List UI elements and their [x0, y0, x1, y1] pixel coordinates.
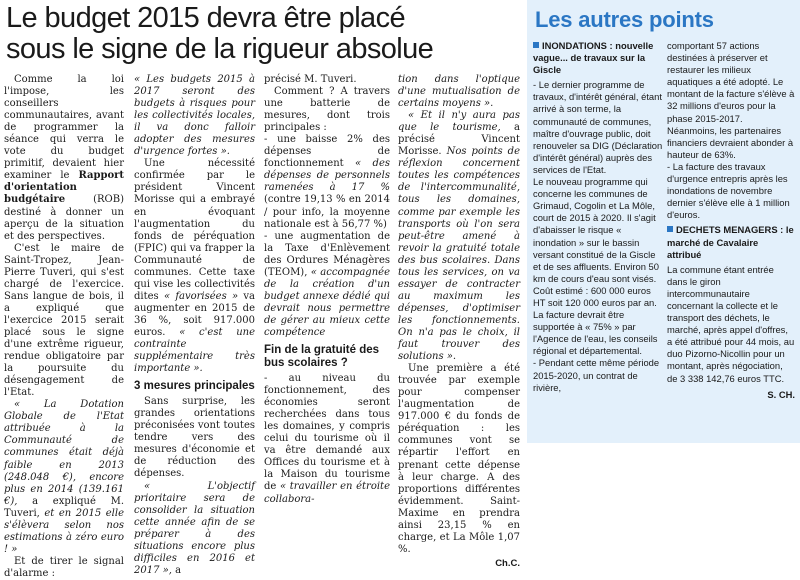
text: (ROB) destiné à donner un aperçu de la situation et des perspectives. [4, 194, 124, 242]
sidebar-other-points [527, 0, 800, 443]
paragraph: Sans surprise, les grandes orientations préconisées vont toutes tendre vers des mesures d'économie et de réduction des dépenses. [134, 396, 255, 480]
paragraph: - Le dernier programme de travaux, d'intérêt général, étant arrivé à son terme, la communauté de communes, maître d'ouvrage public, doit renouveler sa DIG (Déclaration d'intérêt général) auprès des services de l'Etat. [533, 79, 663, 175]
paragraph [4, 399, 124, 556]
sidebar-title: Les autres points [535, 7, 714, 32]
paragraph: La commune étant entrée dans le giron intercommunautaire concernant la collecte et le transport des déchets, le marché, après appel d'offres, a été attribué pour 44 mois, au duo Pizorno-Nicollin pour un montant, après négociation, de 3 338 142,76 euros TTC. [667, 263, 795, 384]
section-tag [533, 40, 663, 76]
article-signature: Ch.C. [495, 557, 520, 569]
text: Comme la loi l'impose, les conseillers communautaires, avant de programmer la séance qui verra le vote du budget primitif, devaient hier examiner le [4, 74, 124, 182]
article-column-4 [398, 74, 520, 569]
paragraph [4, 74, 124, 243]
text: Une nécessité confirmée par le président Vincent Morisse qui a embrayé en évoquant l'augmentation du fonds de péréquation (FPIC) qui va frapper la Communauté de communes. Cette taxe qui vise les collectivités dites [134, 158, 255, 302]
headline-line-1: Le budget 2015 devra être placé [6, 2, 405, 34]
sidebar-signature: S. CH. [767, 388, 795, 400]
text: - une baisse 2% des dépenses de fonctionnement [264, 134, 390, 170]
text: va augmenter en 2015 de 36 %, soit 917.000 euros. [134, 290, 255, 338]
quote: « Et il n'y aura pas que le tourisme, [398, 110, 520, 134]
text: a expliqué M. Tuveri, [4, 495, 124, 519]
quote: « Les budgets 2015 à 2017 seront des budgets à risques pour les collectivités locales, il va donc falloir adopter des mesures d'urgence fortes ». [134, 74, 255, 158]
text: a [175, 564, 182, 576]
tag-text: INONDATIONS : nouvelle vague... de travaux sur la Giscle [533, 40, 654, 76]
paragraph [398, 74, 520, 110]
square-bullet-icon [667, 226, 673, 232]
paragraph [398, 110, 520, 363]
text: (contre 19,13 % en 2014 / pour info, la moyenne nationale est à 56,77 %) [264, 194, 390, 230]
quote: tion dans l'optique d'une mutualisation de certains moyens ». [398, 74, 520, 110]
paragraph [264, 134, 390, 230]
article-column-3 [264, 74, 390, 505]
paragraph [134, 158, 255, 375]
bold-text: Rapport d'orientation budgétaire [4, 170, 124, 206]
paragraph [134, 74, 255, 158]
square-bullet-icon [533, 42, 539, 48]
paragraph: Et de tirer le signal d'alarme : [4, 555, 124, 579]
paragraph: Le nouveau programme qui concerne les communes de Grimaud, Cogolin et La Môle, court de 2015 à 2020. Il s'agit d'abaisser le risque « inondation » sur le bassin versant constitué de la Giscle et de ses affluents. Environ 50 km de cours d'eau sont visés. [533, 176, 659, 284]
quote: Nos points de réflexion concernent toutes les compétences de l'intercommunalité, tous les domaines, comme par exemple les transports où l'on sera peut-être amené à revoir la gratuité totale des bus scolaires. Dans tous les services, on va essayer de contracter au maximum les dépenses, d'optimiser les fonctionnements. On n'a pas le choix, il faut trouver des solutions ». [398, 146, 520, 363]
quote: « c'est une contrainte supplémentaire très importante ». [134, 326, 255, 375]
quote: « La Dotation Globale de l'Etat attribuée à la Communauté de communes était déjà faible en 2013 (248.048 €), encore plus en 2014 (139.161 €), [4, 399, 124, 507]
quote: « travailler en étroite collabora- [264, 481, 390, 505]
paragraph: précisé M. Tuveri. [264, 74, 357, 85]
quote: et en 2015 elle s'élèvera selon nos estimations à zéro euro ! » [4, 507, 124, 555]
headline-line-2: sous le signe de la rigueur absolue [6, 33, 434, 65]
paragraph [264, 231, 390, 339]
section-tag [667, 224, 795, 260]
paragraph: Comment ? A travers une batterie de mesures, dont trois principales : [264, 86, 390, 134]
text: a précisé Vincent Morisse. [398, 122, 520, 158]
paragraph: Une première a été trouvée par exemple pour compenser l'augmentation de 917.000 € du fonds de péréquation : les communes vont se répartir l'effort en prenant cette dépense à leur charge. A des proportions différentes évidemment. Saint-Maxime en prendra ainsi 23,15 % en charge, et La Môle 1,07 %. [398, 363, 520, 555]
article-column-1 [4, 74, 124, 579]
paragraph [134, 481, 255, 577]
paragraph: - Pendant cette même période 2015-2020, un contrat de rivière, [533, 357, 660, 393]
subheading: 3 mesures principales [134, 380, 255, 393]
quote: « L'objectif prioritaire sera de consolider la situation cette année afin de se préparer à des situations encore plus difficiles en 2016 et 2017 », [134, 480, 255, 576]
paragraph: Coût estimé : 600 000 euros HT soit 120 000 euros par an. La facture devrait être supportée à « 75% » par l'Agence de l'eau, les conseils régional et départemental. [533, 284, 658, 357]
quote: « des dépenses de personnels ramenées à 17 % [264, 158, 390, 194]
quote: « accompagnée de la création d'un budget annexe dédié qui devrait nous permettre de gérer au mieux cette compétence [264, 266, 390, 338]
sidebar-column-1 [533, 40, 663, 440]
paragraph [264, 373, 390, 506]
tag-text: DECHETS MENAGERS : le marché de Cavalaire attribué [667, 224, 794, 260]
article-column-2 [134, 74, 255, 576]
paragraph: - La facture des travaux d'urgence entrepris après les inondations de novembre dernier s'élève elle à 1 million d'euros. [667, 160, 790, 221]
quote: « favorisées » [163, 290, 239, 302]
paragraph: C'est le maire de Saint-Tropez, Jean-Pierre Tuveri, qui s'est chargé de l'exercice. Sans langue de bois, il a expliqué que l'exercice 2015 serait placé sous le signe d'une extrême rigueur, rendue obligatoire par la poursuite du désengagement de l'Etat. [4, 242, 124, 399]
article-headline [6, 3, 520, 65]
text: - au niveau du fonctionnement, des économies seront recherchées dans tous les domaines, y compris celui du tourisme où il va être demandé aux Offices du tourisme et à la Maison du tourisme de [264, 373, 390, 493]
paragraph: comportant 57 actions destinées à préserver et restaurer les milieux aquatiques a été adopté. Le montant de la facture s'élève à 32 millions d'euros pour la phase 2015-2017. Néanmoins, les partenaires financiers devraient abonder à hauteur de 63%. [667, 40, 795, 160]
text: - une augmentation de la Taxe d'Enlèvement des Ordures Ménagères (TEOM), [264, 230, 390, 278]
subheading: Fin de la gratuité des bus scolaires ? [264, 344, 380, 370]
sidebar-column-2 [667, 40, 795, 440]
